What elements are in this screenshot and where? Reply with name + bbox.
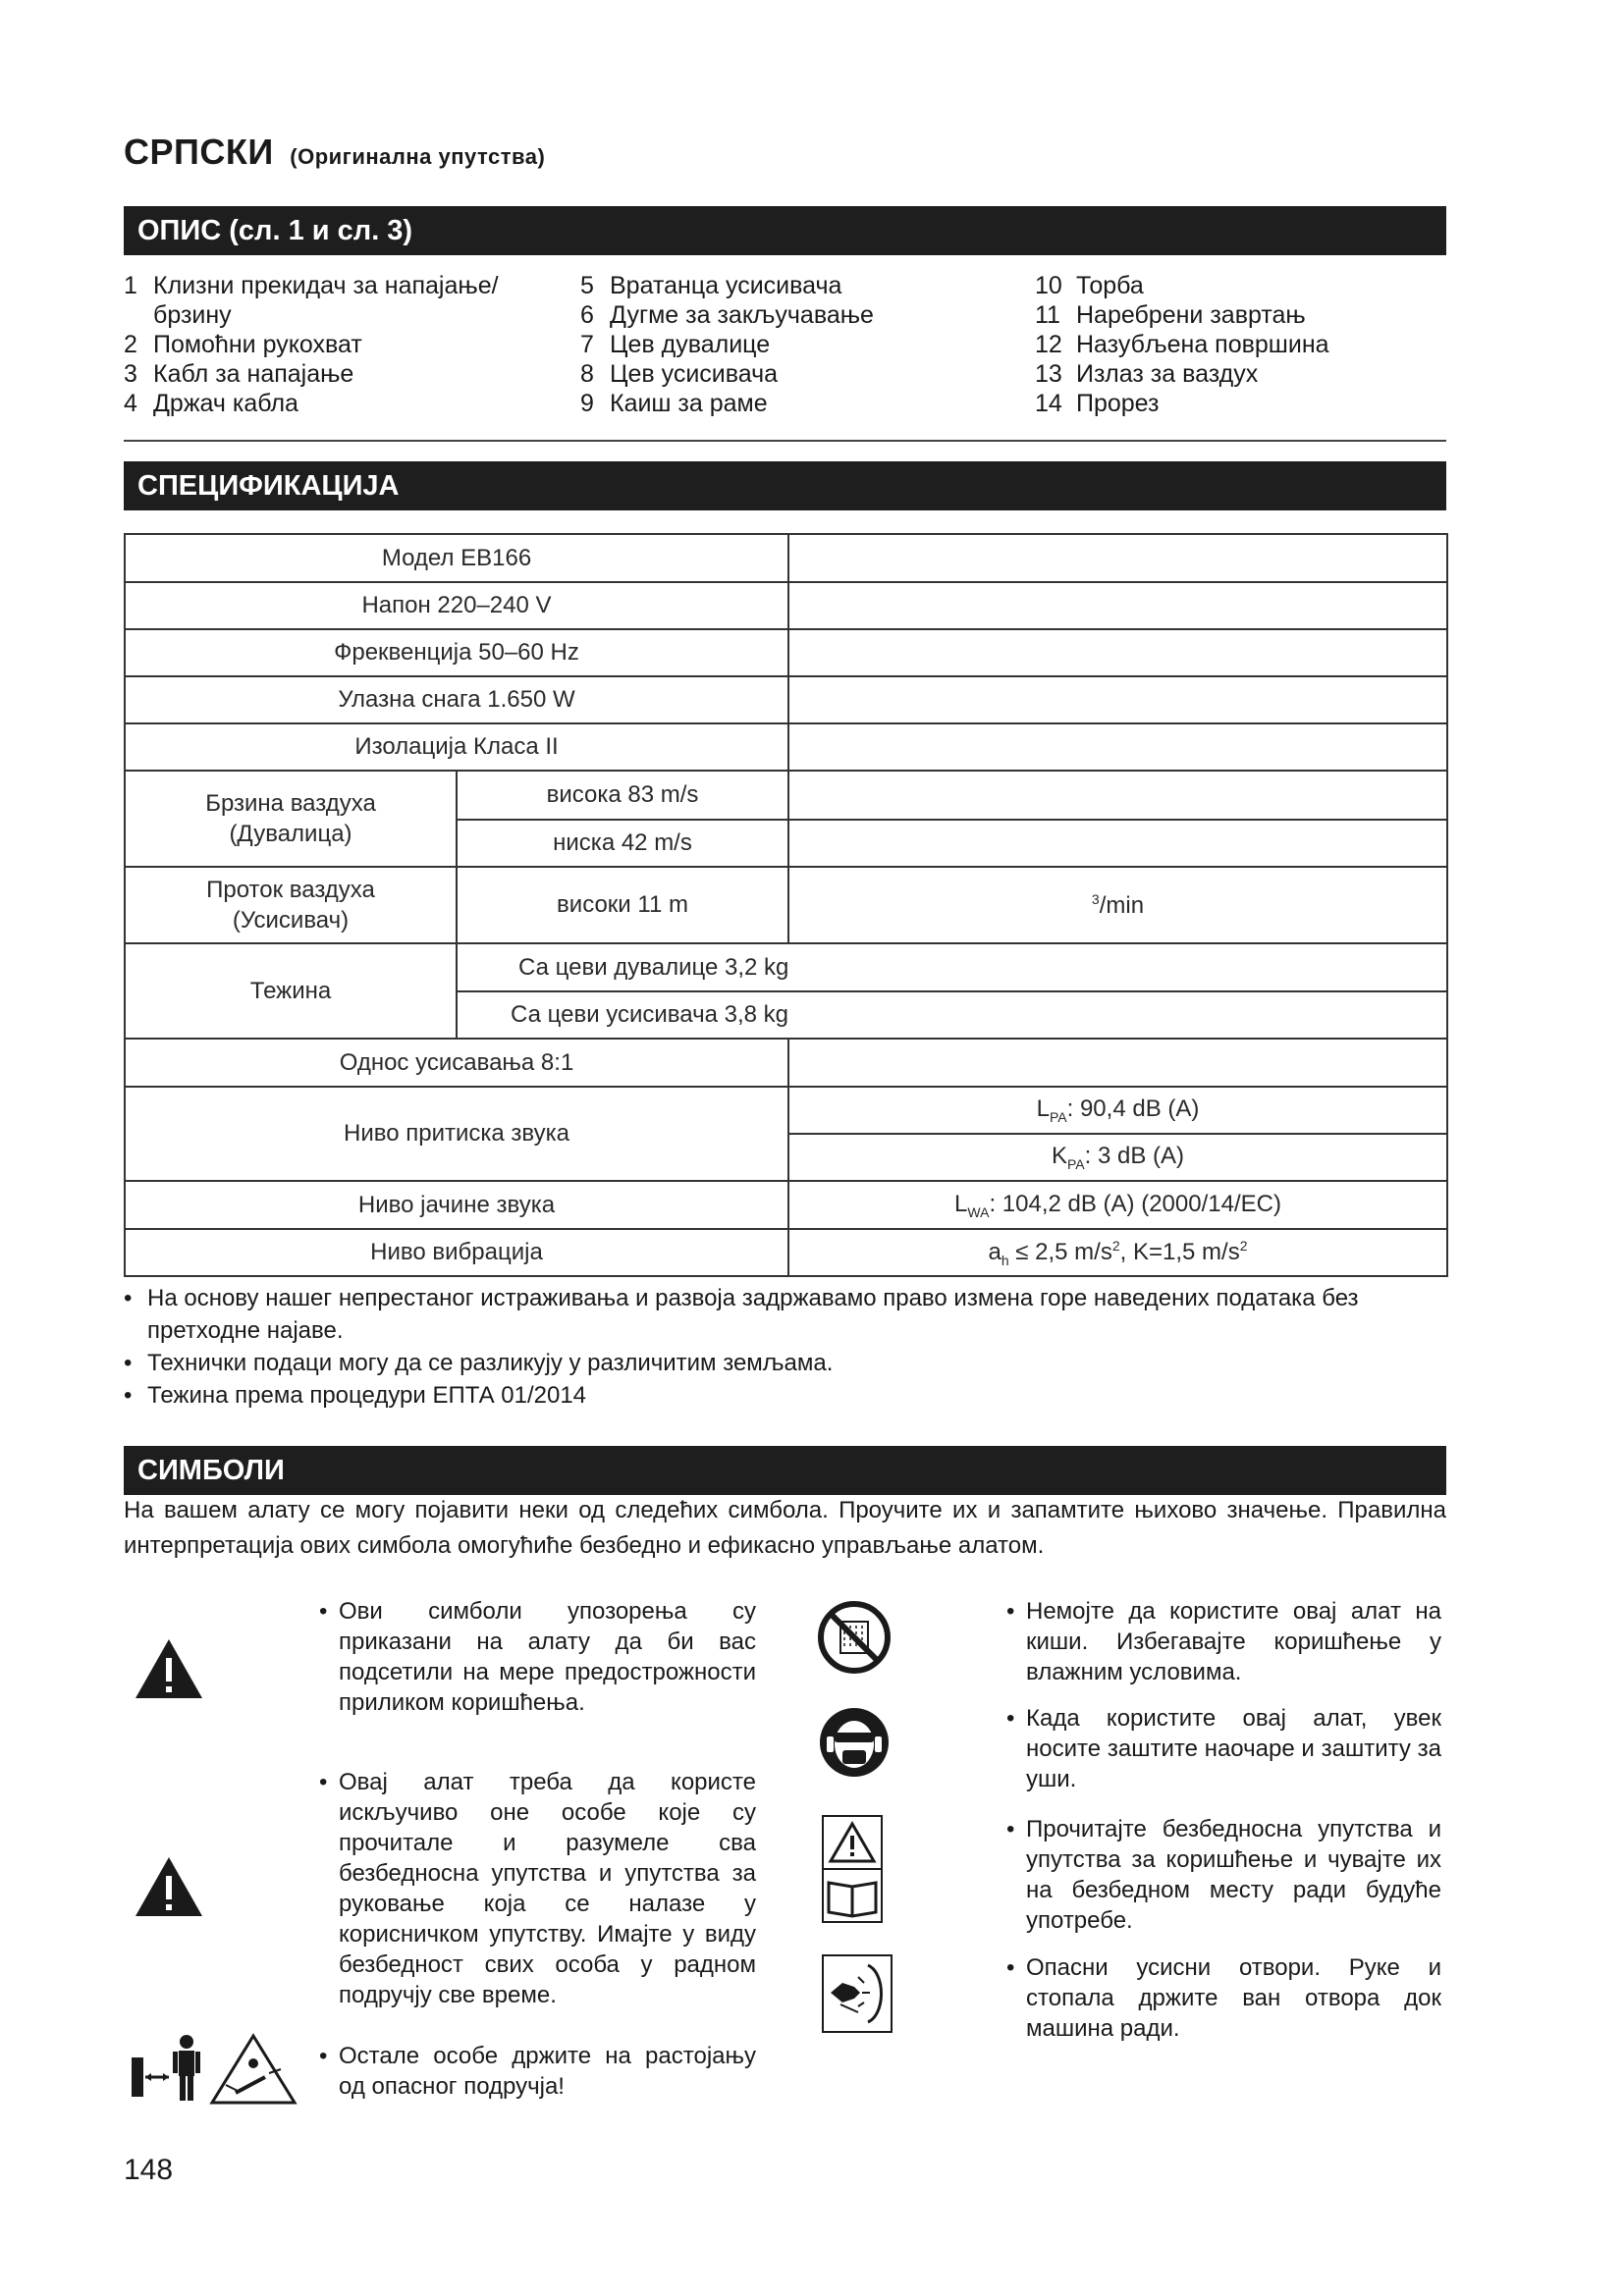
table-row xyxy=(125,1229,1447,1276)
page-number: 148 xyxy=(124,2154,174,2186)
dangerous-intake-icon xyxy=(821,1953,893,2034)
list-item: 14 Прорез xyxy=(1035,390,1160,417)
list-item: • На основу нашег непрестаног истраживања и развоја задржавамо право измена горе наведених података без претходне најаве. xyxy=(124,1285,1359,1344)
table-row xyxy=(125,1039,1447,1087)
divider xyxy=(124,440,1446,442)
read-manual-icon xyxy=(821,1814,884,1924)
table-row xyxy=(125,943,1447,991)
spec-weight-label: Тежина xyxy=(125,943,457,1039)
spec-air-flow-label: Проток ваздуха (Усисивач) xyxy=(125,867,457,943)
warning-triangle-icon xyxy=(133,1854,205,1919)
spec-vibration: $a_h \le 2,5$ $m/s^2$, K=1,5 $m/s^2$ xyxy=(788,1229,1447,1276)
specification-table xyxy=(124,533,1448,1277)
table-row xyxy=(125,867,1447,943)
spec-sound-power-label: Ниво јачине звука xyxy=(125,1181,788,1229)
page-subtitle: (Оригинална упутства) xyxy=(290,144,546,169)
list-item: • Технички подаци могу да се разликују у различитим земљама. xyxy=(124,1350,834,1376)
list-item: 10 Торба xyxy=(1035,272,1144,299)
symbol-text-read-instructions: • Прочитајте безбедносна упутства и упутства за коришћење и чувајте их на безбедном месту ради будуће употребе. xyxy=(1006,1816,1441,1934)
list-item: 12 Назубљена површина xyxy=(1035,331,1329,358)
list-item: 7 Цев дувалице xyxy=(580,331,771,358)
spec-suction-ratio: Однос усисавања 8:1 xyxy=(125,1039,788,1087)
warning-triangle-icon xyxy=(133,1636,205,1701)
keep-bystanders-away-icon xyxy=(128,2030,299,2107)
description-column-3 xyxy=(1035,271,1447,418)
spec-kpa: $K_{PA}$: 3 dB (A) xyxy=(788,1134,1447,1181)
spec-lpa: $L_{PA}$: 90,4 dB (A) xyxy=(788,1087,1447,1134)
spec-air-flow-unit: $^3$/min xyxy=(788,867,1447,943)
wear-eye-ear-protection-icon xyxy=(817,1705,892,1780)
spec-weight-blower: Са цеви дувалице 3,2 kg xyxy=(457,943,1447,991)
spec-air-speed-low: ниска 42 m/s xyxy=(457,820,788,867)
table-row xyxy=(125,1087,1447,1134)
spec-notes xyxy=(124,1282,1449,1412)
table-row xyxy=(125,771,1447,820)
description-column-1 xyxy=(124,271,566,418)
list-item: 6 Дугме за закључавање xyxy=(580,301,874,329)
specification-heading: СПЕЦИФИКАЦИЈА xyxy=(124,461,1446,510)
list-item: 3 Кабл за напајање xyxy=(124,360,354,388)
spec-frequency: Фреквенција 50–60 Hz xyxy=(125,629,788,676)
spec-model: Модел EB166 xyxy=(125,534,788,582)
language-title: СРПСКИ xyxy=(124,132,274,172)
spec-weight-vacuum: Са цеви усисивача 3,8 kg xyxy=(457,991,1447,1039)
list-item: 9 Каиш за раме xyxy=(580,390,768,417)
spec-air-flow-value: високи 11 m xyxy=(457,867,788,943)
table-row xyxy=(125,534,1447,582)
spec-lwa: $L_{WA}$: 104,2 dB (A) (2000/14/EC) xyxy=(788,1181,1447,1229)
symbol-text-intake: • Опасни усисни отвори. Руке и стопала држите ван отвора док машина ради. xyxy=(1006,1954,1441,2042)
list-item: 4 Држач кабла xyxy=(124,390,298,417)
spec-input-power: Улазна снага 1.650 W xyxy=(125,676,788,723)
table-row xyxy=(125,629,1447,676)
symbols-intro: На вашем алату се могу појавити неки од следећих симбола. Проучите их и запамтите њихово значење. Правилна интерпретација ових симбола омогућиће безбедно и ефикасно управљање алатом. xyxy=(124,1497,1446,1559)
table-row xyxy=(125,723,1447,771)
list-item: 2 Помоћни рукохват xyxy=(124,331,362,358)
list-item: 11 Наребрени завртањ xyxy=(1035,301,1306,329)
no-rain-icon xyxy=(817,1600,892,1675)
list-item: 1 Клизни прекидач за напајање/ брзину xyxy=(124,272,499,329)
symbols-heading: СИМБОЛИ xyxy=(124,1446,1446,1495)
table-row xyxy=(125,1181,1447,1229)
list-item: 13 Излаз за ваздух xyxy=(1035,360,1259,388)
list-item: 8 Цев усисивача xyxy=(580,360,779,388)
symbol-text-protection: • Када користите овај алат, увек носите заштите наочаре и заштиту за уши. xyxy=(1006,1705,1441,1792)
list-item: • Тежина према процедури ЕПТА 01/2014 xyxy=(124,1382,587,1409)
symbol-text-warning: • Ови симболи упозорења су приказани на алату да би вас подсетили на мере предострожности приликом коришћења. xyxy=(319,1598,756,1716)
table-row xyxy=(125,582,1447,629)
spec-voltage: Напон 220–240 V xyxy=(125,582,788,629)
symbol-text-no-rain: • Немојте да користите овај алат на киши. Избегавајте коришћење у влажним условима. xyxy=(1006,1598,1441,1685)
symbol-text-keep-away: • Остале особе држите на растојању од опасног подручја! xyxy=(319,2043,756,2100)
spec-air-speed-high: висока 83 m/s xyxy=(457,771,788,820)
spec-insulation: Изолација Класа II xyxy=(125,723,788,771)
spec-air-speed-label: Брзина ваздуха (Дувалица) xyxy=(125,771,457,867)
spec-sound-pressure-label: Ниво притиска звука xyxy=(125,1087,788,1181)
description-heading: ОПИС (сл. 1 и сл. 3) xyxy=(124,206,1446,255)
table-row xyxy=(125,676,1447,723)
spec-vibration-label: Ниво вибрација xyxy=(125,1229,788,1276)
list-item: 5 Вратанца усисивача xyxy=(580,272,842,299)
page-title xyxy=(124,132,545,173)
symbol-text-read-manual-users: • Овај алат треба да користе искључиво оне особе које су прочитале и разумеле сва безбедносна упутства и упутства за руковање која се налазе у корисничком упутству. Имајте у виду безбедност свих особа у радном подручју све време. xyxy=(319,1769,756,2008)
description-column-2 xyxy=(580,271,1022,418)
